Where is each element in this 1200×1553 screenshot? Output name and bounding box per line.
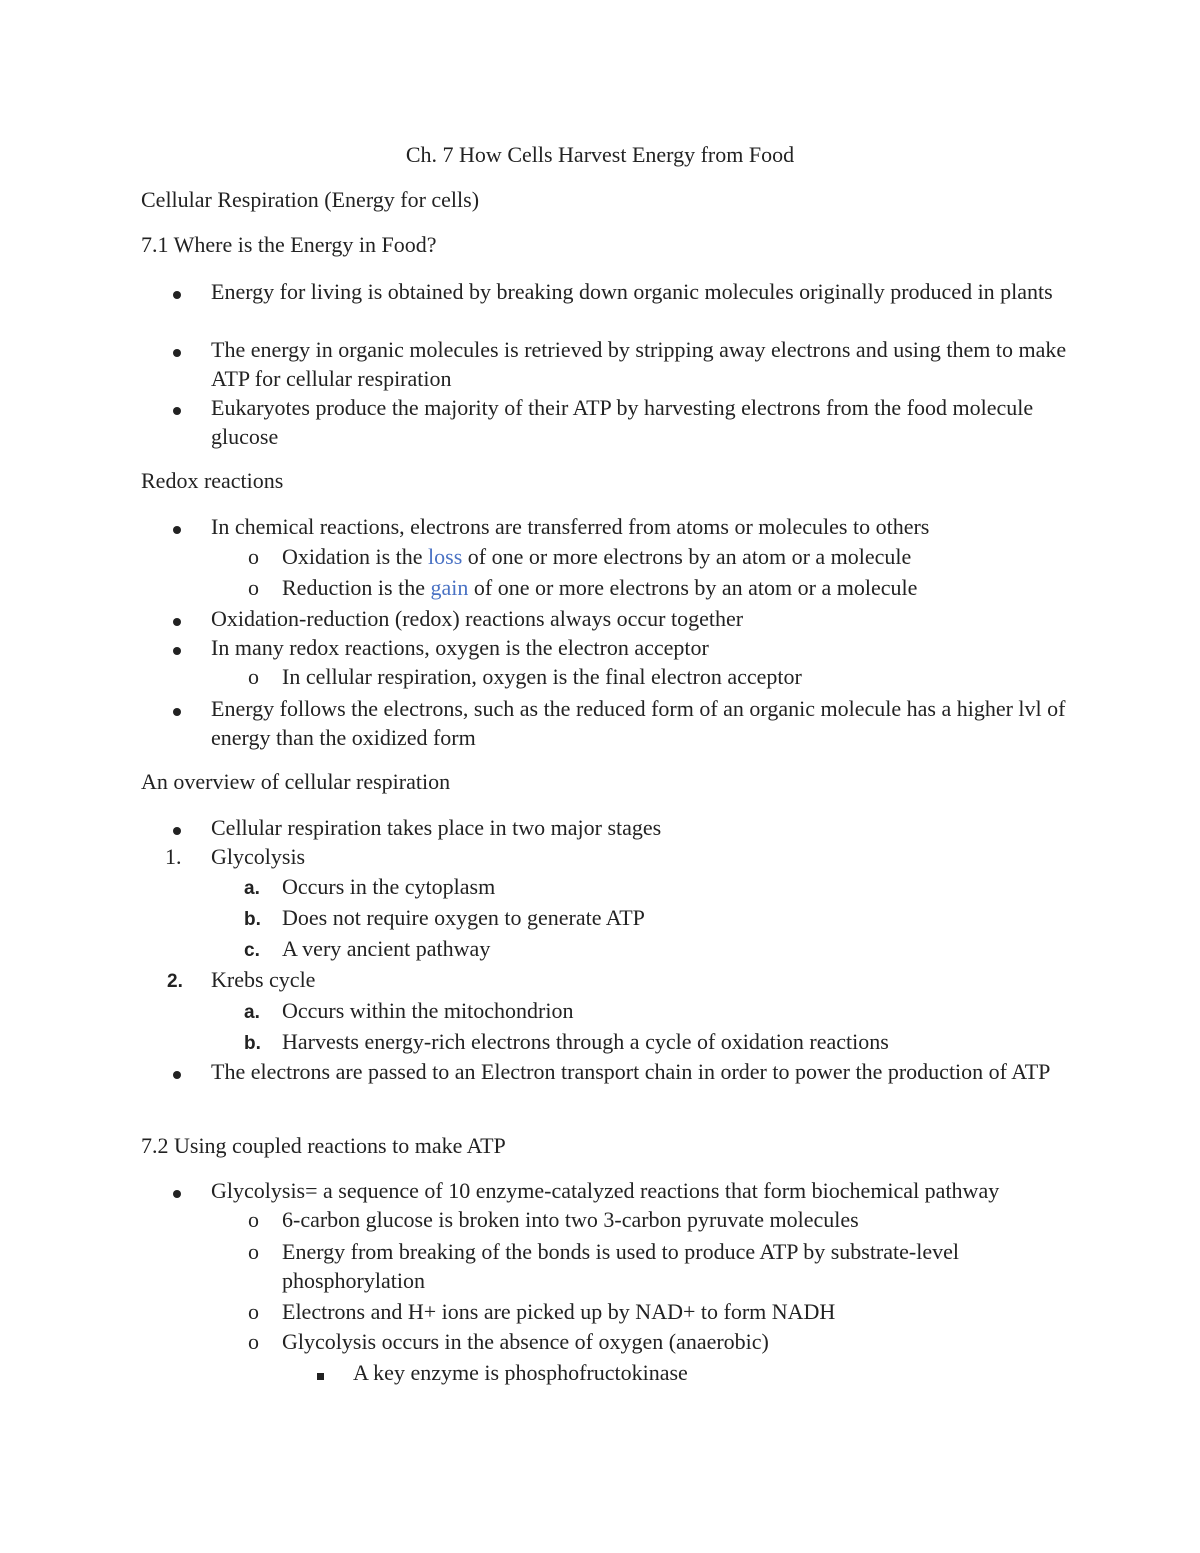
section-heading-7-2: 7.2 Using coupled reactions to make ATP [141, 1133, 506, 1158]
section-heading-overview: An overview of cellular respiration [141, 769, 451, 794]
list-letter: b. [244, 909, 261, 930]
list-item: Cellular respiration takes place in two major stages [211, 813, 1071, 842]
list-item: a. Occurs within the mitochondrion [282, 996, 1042, 1025]
keyword-loss: loss [428, 544, 463, 569]
list-item: The electrons are passed to an Electron transport chain in order to power the production of ATP [211, 1057, 1071, 1086]
circle-bullet-icon: o [248, 664, 259, 689]
bullet-icon [171, 1176, 201, 1205]
circle-bullet-icon: o [248, 1239, 259, 1264]
list-letter: a. [244, 878, 260, 899]
circle-bullet-icon: o [248, 575, 259, 600]
bullet-icon [171, 694, 201, 723]
bullet-icon [171, 335, 201, 364]
list-item: c. A very ancient pathway [282, 934, 1042, 963]
square-bullet-icon [315, 1358, 345, 1387]
bullet-icon [171, 633, 201, 662]
list-item: The energy in organic molecules is retrieved by stripping away electrons and using them to make ATP for cellular respiration [211, 335, 1071, 393]
list-item: 1. Glycolysis [165, 844, 306, 869]
bullet-icon [171, 604, 201, 633]
list-item: o Oxidation is the loss of one or more electrons by an atom or a molecule [248, 544, 912, 569]
list-item: o 6-carbon glucose is broken into two 3-carbon pyruvate molecules [248, 1207, 859, 1232]
bullet-icon [171, 277, 201, 306]
list-letter: b. [244, 1033, 261, 1054]
circle-bullet-icon: o [248, 1299, 259, 1324]
list-item: b. Harvests energy-rich electrons through a cycle of oxidation reactions [282, 1027, 1042, 1056]
circle-bullet-icon: o [248, 1207, 259, 1232]
list-item: o Electrons and H+ ions are picked up by NAD+ to form NADH [248, 1299, 836, 1324]
list-item: o Reduction is the gain of one or more electrons by an atom or a molecule [248, 575, 918, 600]
section-heading-redox: Redox reactions [141, 468, 284, 493]
list-number: 2. [167, 971, 183, 992]
list-number: 1. [165, 844, 182, 869]
list-item: Oxidation-reduction (redox) reactions always occur together [211, 604, 1071, 633]
list-item: A key enzyme is phosphofructokinase [353, 1358, 1053, 1387]
bullet-icon [171, 813, 201, 842]
bullet-icon [171, 512, 201, 541]
list-item: Glycolysis= a sequence of 10 enzyme-catalyzed reactions that form biochemical pathway [211, 1176, 1071, 1205]
bullet-icon [171, 1057, 201, 1086]
list-item: a. Occurs in the cytoplasm [282, 872, 1042, 901]
list-item: o Energy from breaking of the bonds is used to produce ATP by substrate-level phosphorylation [248, 1239, 959, 1293]
page-title: Ch. 7 How Cells Harvest Energy from Food [405, 142, 795, 167]
list-item: Eukaryotes produce the majority of their ATP by harvesting electrons from the food molecule glucose [211, 393, 1071, 451]
list-item: b. Does not require oxygen to generate ATP [282, 903, 1042, 932]
list-item: Energy for living is obtained by breaking down organic molecules originally produced in plants [211, 277, 1071, 306]
bullet-icon [171, 393, 201, 422]
list-item: o Glycolysis occurs in the absence of oxygen (anaerobic) [248, 1329, 769, 1354]
section-heading-7-1: 7.1 Where is the Energy in Food? [141, 232, 437, 257]
circle-bullet-icon: o [248, 544, 259, 569]
circle-bullet-icon: o [248, 1329, 259, 1354]
subtitle: Cellular Respiration (Energy for cells) [141, 187, 480, 212]
list-item: In chemical reactions, electrons are transferred from atoms or molecules to others [211, 512, 1071, 541]
list-item: 2. Krebs cycle [211, 965, 1071, 994]
list-item: Energy follows the electrons, such as the reduced form of an organic molecule has a higher lvl of energy than the oxidized form [211, 694, 1071, 752]
keyword-gain: gain [430, 575, 469, 600]
list-letter: c. [244, 940, 260, 961]
list-item: o In cellular respiration, oxygen is the final electron acceptor [248, 664, 802, 689]
list-letter: a. [244, 1002, 260, 1023]
list-item: In many redox reactions, oxygen is the electron acceptor [211, 633, 1071, 662]
